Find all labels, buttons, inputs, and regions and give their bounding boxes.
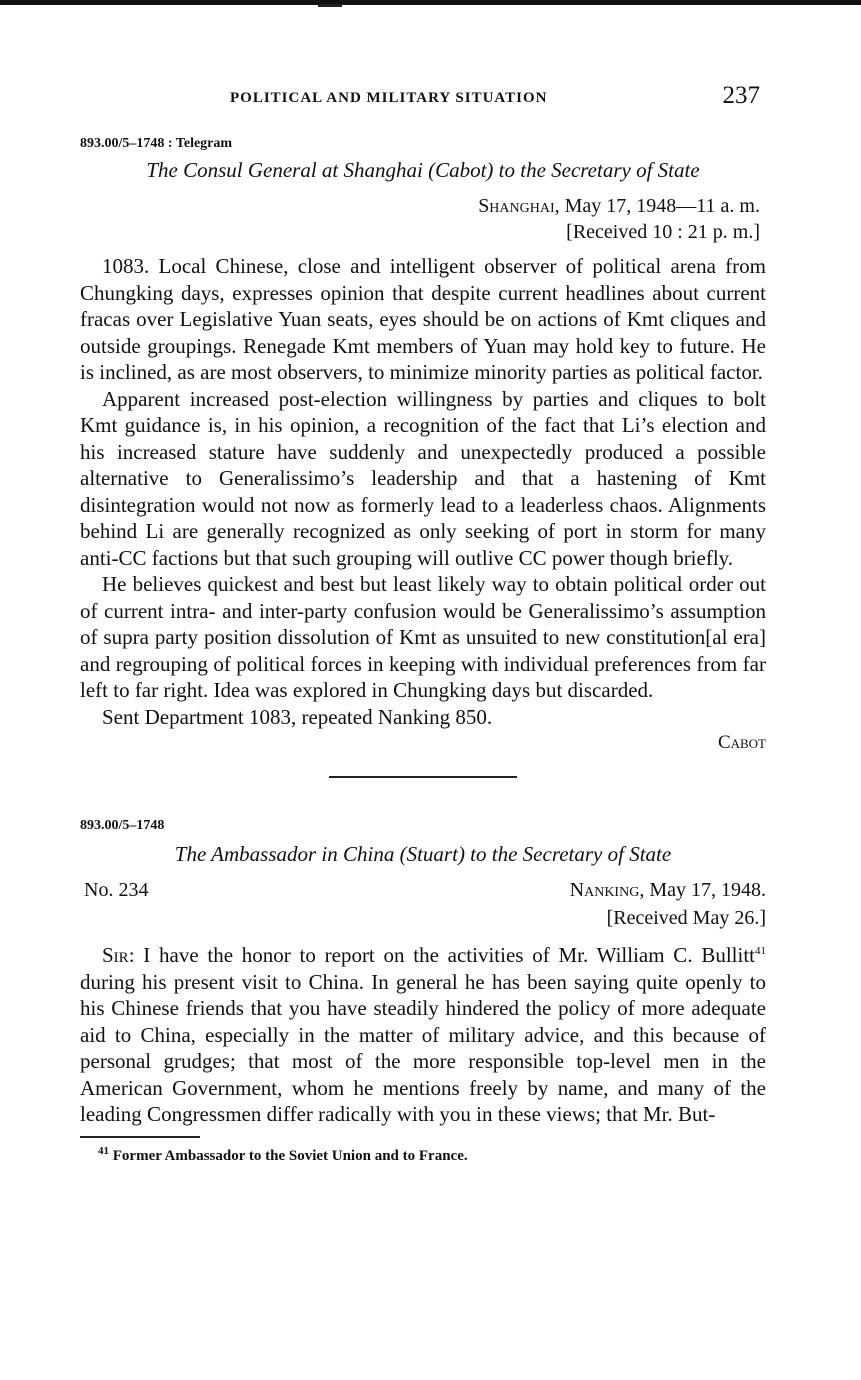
doc2-dateline xyxy=(570,879,766,902)
footnote-rule xyxy=(80,1136,200,1138)
doc1-reference: 893.00/5–1748 : Telegram xyxy=(80,136,233,151)
doc1-dateline xyxy=(80,193,766,245)
top-border-rule xyxy=(0,0,861,5)
document-page xyxy=(80,82,766,1165)
doc1-date: , May 17, 1948—11 a. m. xyxy=(554,195,760,217)
doc2-reference: 893.00/5–1748 xyxy=(80,818,165,833)
doc2-paragraph-1 xyxy=(80,942,766,1128)
doc2-salutation: Sir xyxy=(102,943,129,967)
doc2-number-line xyxy=(80,879,766,905)
doc1-paragraph-1: 1083. Local Chinese, close and intelligent observer of political arena from Chungking days, expresses opinion that despite current headlines about current fracas over Legislative Yuan seats, eyes should be on actions of Kmt cliques and outside groupings. Renegade Kmt members of Yuan may hold key to future. He is inclined, as are most observers, to minimize minority parties as political factor. xyxy=(80,254,766,384)
running-head-title: POLITICAL AND MILITARY SITUATION xyxy=(230,90,548,106)
doc1-heading: The Consul General at Shanghai (Cabot) to the Secretary of State xyxy=(146,158,700,182)
doc2-text-a: : I have the honor to report on the activities of Mr. William C. Bullitt xyxy=(128,943,755,967)
running-head xyxy=(80,82,766,126)
doc2-body xyxy=(80,942,766,1128)
doc1-signature: Cabot xyxy=(717,732,766,753)
doc1-paragraph-3: He believes quickest and best but least likely way to obtain political order out of current intra- and inter-party confusion would be Generalissimo’s assumption of supra party position dissolution of Kmt as unsuited to new constitution[al era] and regrouping of political forces in keeping with individual preferences from far left to far right. Idea was explored in Chungking days but discarded. xyxy=(80,572,766,702)
footnote xyxy=(80,1144,766,1165)
doc2-number: No. 234 xyxy=(84,879,149,901)
doc1-place: Shanghai xyxy=(478,195,555,217)
doc2-place: Nanking xyxy=(569,879,640,901)
doc2-text-b: during his present visit to China. In general he has been saying quite openly to his Chinese friends that you have steadily hindered the policy of more adequate aid to China, especially in the matter of military advice, and this because of personal grudges; that most of the more responsible top-level men in the American Government, whom he mentions freely by name, and many of the leading Congressmen differ radically with you in these views; that Mr. But- xyxy=(80,969,766,1126)
page-number: 237 xyxy=(722,82,760,109)
doc1-paragraph-4: Sent Department 1083, repeated Nanking 850. xyxy=(102,704,493,729)
footnote-text: Former Ambassador to the Soviet Union and to France. xyxy=(109,1147,468,1164)
footnote-reference: 41 xyxy=(755,945,766,957)
doc1-received: [Received 10 : 21 p. m.] xyxy=(566,221,760,243)
doc1-paragraph-2: Apparent increased post-election willingness by parties and cliques to bolt Kmt guidance is, in his opinion, a recognition of the fact that Li’s election and his increased stature have suddenly and unexpectedly produced a possible alternative to Generalissimo’s leadership and that a hastening of Kmt disintegration would not now as formerly lead to a leaderless chaos. Alignments behind Li are generally recognized as only seeking of port in storm for many anti-CC factions but that such grouping will outlive CC power though briefly. xyxy=(80,386,766,570)
doc1-body xyxy=(80,253,766,730)
doc2-heading: The Ambassador in China (Stuart) to the Secretary of State xyxy=(174,842,672,866)
section-divider xyxy=(329,776,517,778)
doc2-received: [Received May 26.] xyxy=(606,907,766,929)
footnote-mark: 41 xyxy=(98,1144,109,1157)
print-smudge xyxy=(318,4,342,7)
doc2-date: , May 17, 1948. xyxy=(639,879,766,901)
